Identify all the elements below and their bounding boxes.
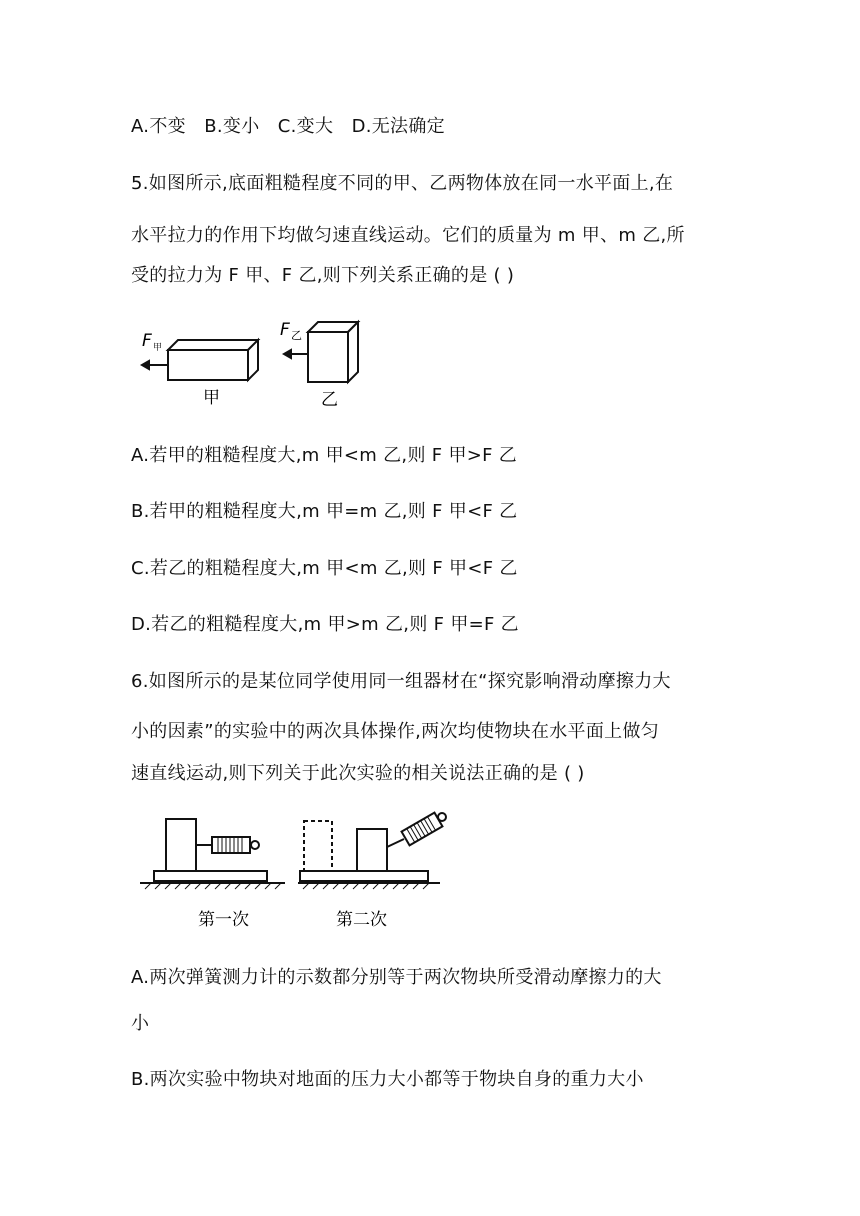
q5-option-c: C.若乙的粗糙程度大,m 甲<m 乙,则 F 甲<F 乙	[131, 558, 518, 579]
block-previous-position	[304, 821, 332, 871]
q6-stem-line-1: 6.如图所示的是某位同学使用同一组器材在“探究影响滑动摩擦力大	[131, 671, 671, 692]
q6-stem-line-3: 速直线运动,则下列关于此次实验的相关说法正确的是 ( )	[131, 763, 585, 784]
force-yi-sub: 乙	[291, 329, 302, 342]
q6-stem-line-2: 小的因素”的实验中的两次具体操作,两次均使物块在水平面上做匀	[131, 721, 660, 742]
force-jia-sub: 甲	[153, 343, 163, 353]
label-jia: 甲	[203, 388, 220, 408]
block-first	[166, 819, 196, 871]
q5-option-a: A.若甲的粗糙程度大,m 甲<m 乙,则 F 甲>F 乙	[131, 445, 518, 466]
label-first-trial: 第一次	[198, 910, 249, 930]
q5-figure	[130, 310, 370, 410]
force-jia-label: F	[142, 331, 152, 351]
q5-stem-line-1: 5.如图所示,底面粗糙程度不同的甲、乙两物体放在同一水平面上,在	[131, 173, 674, 194]
q6-option-a-line-1: A.两次弹簧测力计的示数都分别等于两次物块所受滑动摩擦力的大	[131, 967, 662, 988]
q5-option-d: D.若乙的粗糙程度大,m 甲>m 乙,则 F 甲=F 乙	[131, 614, 519, 635]
board-first	[154, 871, 267, 881]
block-yi	[308, 332, 348, 382]
q6-option-a-line-2: 小	[131, 1013, 150, 1034]
block-second	[357, 829, 387, 871]
label-second-trial: 第二次	[336, 910, 387, 930]
label-yi: 乙	[321, 390, 338, 410]
block-jia	[168, 350, 248, 380]
q6-figure	[140, 805, 450, 935]
force-yi-label: F	[280, 320, 290, 340]
spring-scale-second	[402, 813, 443, 846]
q4-options: A.不变 B.变小 C.变大 D.无法确定	[131, 116, 445, 137]
q5-option-b: B.若甲的粗糙程度大,m 甲=m 乙,则 F 甲<F 乙	[131, 501, 518, 522]
q5-stem-line-2: 水平拉力的作用下均做匀速直线运动。它们的质量为 m 甲、m 乙,所	[131, 225, 685, 246]
q5-stem-line-3: 受的拉力为 F 甲、F 乙,则下列关系正确的是 ( )	[131, 265, 515, 286]
board-second	[300, 871, 428, 881]
q6-option-b: B.两次实验中物块对地面的压力大小都等于物块自身的重力大小	[131, 1069, 644, 1090]
